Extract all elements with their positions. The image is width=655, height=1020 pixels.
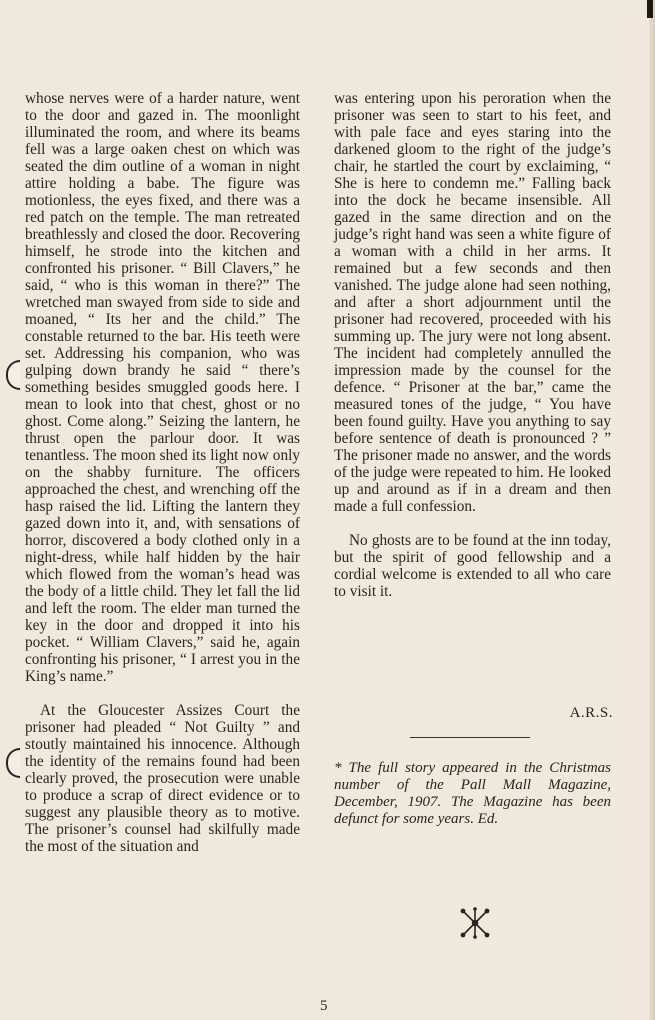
left-column bbox=[25, 90, 300, 855]
binder-hole-upper bbox=[6, 360, 20, 390]
footnote: * The full story appeared in the Christmas number of the Pall Mall Magazine, December, 1907. The Magazine has been defunct for some years. Ed. bbox=[334, 760, 611, 827]
right-column bbox=[334, 90, 611, 600]
page-edge bbox=[649, 0, 655, 1020]
separator-rule bbox=[410, 737, 530, 738]
corner-mark bbox=[647, 0, 653, 18]
page-number: 5 bbox=[320, 998, 328, 1014]
right-paragraph-2: No ghosts are to be found at the inn today, but the spirit of good fellowship and a cordial welcome is extended to all who care to visit it. bbox=[334, 532, 611, 600]
right-paragraph-1: was entering upon his peroration when the prisoner was seen to start to his feet, and with pale face and eyes staring into the darkened gloom to the right of the judge’s chair, he startled the court by exclaiming, “ She is here to condemn me.” Falling back into the dock he became insensible. All gazed in the same direction and on the judge’s right hand was seen a white figure of a woman with a child in her arms. It remained but a few seconds and then vanished. The judge alone had seen nothing, and after a short adjournment until the prisoner had recovered, proceeded with his summing up. The jury were not long absent. The incident had completely annulled the impression made by the counsel for the defence. “ Prisoner at the bar,” came the measured tones of the judge, “ You have been found guilty. Have you anything to say before sentence of death is pronounced ? ” The prisoner made no answer, and the words of the judge were repeated to him. He looked up and around as if in a dream and then made a full confession. bbox=[334, 90, 611, 515]
author-signature: A.R.S. bbox=[569, 705, 613, 721]
binder-hole-lower bbox=[6, 748, 20, 778]
ornament-icon bbox=[458, 906, 492, 940]
left-paragraph-2: At the Gloucester Assizes Court the prisoner had pleaded “ Not Guilty ” and stoutly maintained his innocence. Although the identity of the remains found had been clearly proved, the prosecution were unable to produce a scrap of direct evidence or to suggest any plausible theory as to motive. The prisoner’s counsel had skilfully made the most of the situation and bbox=[25, 702, 300, 855]
left-paragraph-1: whose nerves were of a harder nature, went to the door and gazed in. The moonlight illuminated the room, and where its beams fell was a large oaken chest on which was seated the dim outline of a woman in night attire holding a babe. The figure was motionless, the eyes fixed, and there was a red patch on the temple. The man retreated breathlessly and closed the door. Recovering himself, he strode into the kitchen and confronted his prisoner. “ Bill Clavers,” he said, “ who is this woman in there?” The wretched man swayed from side to side and moaned, “ Its her and the child.” The constable returned to the bar. His teeth were set. Addressing his companion, who was gulping down brandy he said “ there’s something besides smuggled goods here. I mean to look into that chest, ghost or no ghost. Come along.” Seizing the lantern, he thrust open the parlour door. It was tenantless. The moon shed its light now only on the shabby furniture. The officers approached the chest, and wrenching off the hasp raised the lid. Lifting the lantern they gazed down into it, and, with sensations of horror, discovered a body clothed only in a night-dress, while half hidden by the hair which flowed from the woman’s head was the body of a little child. They let fall the lid and left the room. The elder man turned the key in the door and dropped it into his pocket. “ William Clavers,” said he, again confronting his prisoner, “ I arrest you in the King’s name.” bbox=[25, 90, 300, 685]
